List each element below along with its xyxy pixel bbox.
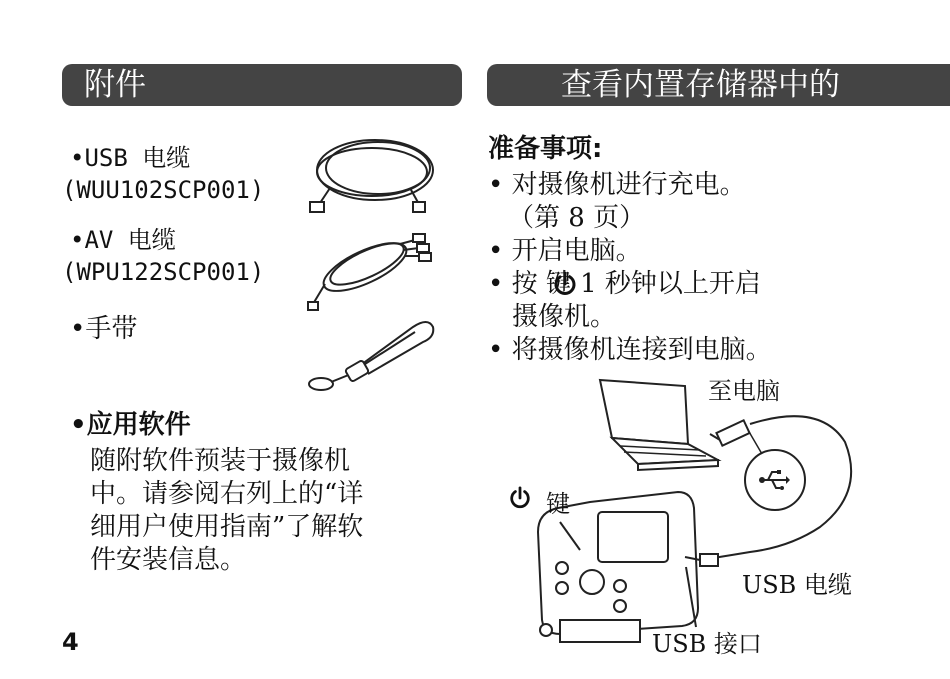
av-cable-illustration [305, 222, 440, 312]
step-connect-camera: • 将摄像机连接到电脑。 [488, 335, 772, 365]
step-charge: • 对摄像机进行充电。 [488, 170, 746, 200]
usb-cable-code: (WUU102SCP001) [62, 176, 265, 204]
step-turn-on-pc: • 开启电脑。 [488, 236, 642, 266]
step-press-power-cont: 摄像机。 [512, 302, 617, 332]
software-title: •应用软件 [70, 410, 191, 440]
hand-strap-label: •手带 [70, 314, 138, 344]
usb-cable-label: •USB 电缆 [70, 144, 191, 172]
to-pc-label: 至电脑 [708, 377, 780, 405]
software-line-1: 随附软件预装于摄像机 [90, 446, 351, 476]
usb-cable-illustration [300, 128, 440, 218]
hand-strap-illustration [303, 312, 443, 398]
step-press-power: • 按 键 1 秒钟以上开启 [488, 269, 761, 299]
power-icon [552, 271, 578, 297]
power-key-label: 键 [546, 490, 570, 518]
accessories-header: 附件 [62, 64, 462, 106]
av-cable-code: (WPU122SCP001) [62, 258, 265, 286]
preparation-title: 准备事项: [488, 134, 603, 164]
software-line-4: 件安装信息。 [90, 545, 247, 575]
page-number: 4 [62, 628, 79, 656]
av-cable-label: •AV 电缆 [70, 226, 176, 254]
view-storage-header: 查看内置存储器中的 [487, 64, 950, 106]
software-line-3: 细用户使用指南”了解软 [90, 512, 364, 542]
software-line-2: 中。请参阅右列上的“详 [90, 479, 364, 509]
usb-port-label: USB 接口 [652, 630, 762, 658]
usb-icon [756, 462, 792, 498]
power-icon [508, 486, 532, 510]
step-charge-page-ref: （第 8 页） [508, 203, 646, 233]
usb-cable-diagram-label: USB 电缆 [742, 571, 852, 599]
